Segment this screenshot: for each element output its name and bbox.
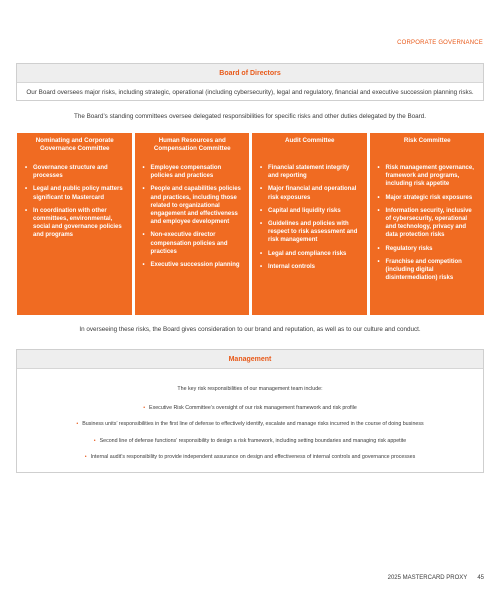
management-item	[17, 454, 483, 460]
footer-document-title: 2025 MASTERCARD PROXY	[387, 575, 468, 581]
management-box	[16, 349, 484, 473]
committee-human-resources-compensation	[135, 133, 250, 315]
page-number: 45	[477, 575, 484, 581]
list-item: • Capital and liquidity risks	[259, 207, 361, 215]
management-item-text: Business units’ responsibilities in the first line of defense to effectively identify, escalate and manage risks incurred in the course of doing business	[82, 421, 424, 427]
management-header	[17, 350, 483, 369]
committee-audit	[252, 133, 367, 315]
list-item: • Franchise and competition (including digital disintermediation) risks	[377, 258, 479, 283]
board-description: Our Board oversees major risks, including strategic, operational (including cybersecurity), legal and regulatory, financial and executive succession planning risks.	[26, 88, 474, 96]
list-item: • Major financial and operational risk exposures	[259, 185, 361, 201]
list-item: • Non-executive director compensation policies and practices	[142, 231, 244, 256]
management-item	[17, 405, 483, 411]
committee-name: Risk Committee	[403, 137, 451, 144]
committee-risk-list	[377, 164, 479, 282]
list-item: • Major strategic risk exposures	[377, 194, 479, 202]
management-item	[17, 438, 483, 444]
board-header	[17, 64, 483, 83]
list-item: • Guidelines and policies with respect to risk assessment and risk management	[259, 220, 361, 245]
section-label: CORPORATE GOVERNANCE	[397, 40, 483, 46]
list-item: • Governance structure and processes	[24, 164, 126, 180]
bullet-icon: •	[84, 454, 87, 460]
board-consideration-note: In overseeing these risks, the Board gives consideration to our brand and reputation, as well as to our culture and conduct.	[79, 326, 421, 333]
list-item: • People and capabilities policies and practices, including those related to organizational engagement and effectiveness and employee development	[142, 185, 244, 226]
bullet-icon: •	[143, 405, 146, 411]
management-item-text: Executive Risk Committee’s oversight of our risk management framework and risk profile	[149, 405, 357, 411]
management-item	[17, 421, 483, 427]
list-item: • Executive succession planning	[142, 261, 244, 269]
list-item: • Risk management governance, framework and programs, including risk appetite	[377, 164, 479, 189]
committees-intro: The Board’s standing committees oversee delegated responsibilities for specific risks and other duties delegated by the Board.	[73, 113, 426, 120]
committee-risk-list	[24, 164, 126, 240]
committee-name: Nominating and Corporate Governance Committee	[35, 137, 114, 152]
committees-row	[17, 133, 484, 315]
list-item: • Regulatory risks	[377, 245, 479, 253]
list-item: • Employee compensation policies and practices	[142, 164, 244, 180]
management-title: Management	[228, 355, 272, 363]
committee-risk-list	[142, 164, 244, 269]
bullet-icon: •	[76, 421, 79, 427]
committee-name: Human Resources and Compensation Committee	[153, 137, 231, 152]
bullet-icon: •	[93, 438, 96, 444]
committee-name: Audit Committee	[285, 137, 335, 144]
list-item: • Legal and public policy matters significant to Mastercard	[24, 185, 126, 201]
management-item-text: Second line of defense functions’ responsibility to design a risk framework, including setting boundaries and managing risk appetite	[99, 438, 407, 444]
management-intro: The key risk responsibilities of our management team include:	[177, 386, 323, 392]
list-item: • In coordination with other committees, environmental, social and governance policies and programs	[24, 207, 126, 240]
page-footer	[388, 575, 484, 581]
list-item: • Internal controls	[259, 263, 361, 271]
committee-nominating-governance	[17, 133, 132, 315]
management-item-text: Internal audit’s responsibility to provide independent assurance on design and effectiveness of internal controls and governance processes	[90, 454, 416, 460]
board-title: Board of Directors	[219, 69, 281, 77]
list-item: • Legal and compliance risks	[259, 250, 361, 258]
committee-risk-list	[259, 164, 361, 271]
board-of-directors-box	[16, 63, 484, 101]
committee-risk	[370, 133, 485, 315]
list-item: • Information security, inclusive of cybersecurity, operational and technology, privacy and data protection risks	[377, 207, 479, 240]
list-item: • Financial statement integrity and reporting	[259, 164, 361, 180]
